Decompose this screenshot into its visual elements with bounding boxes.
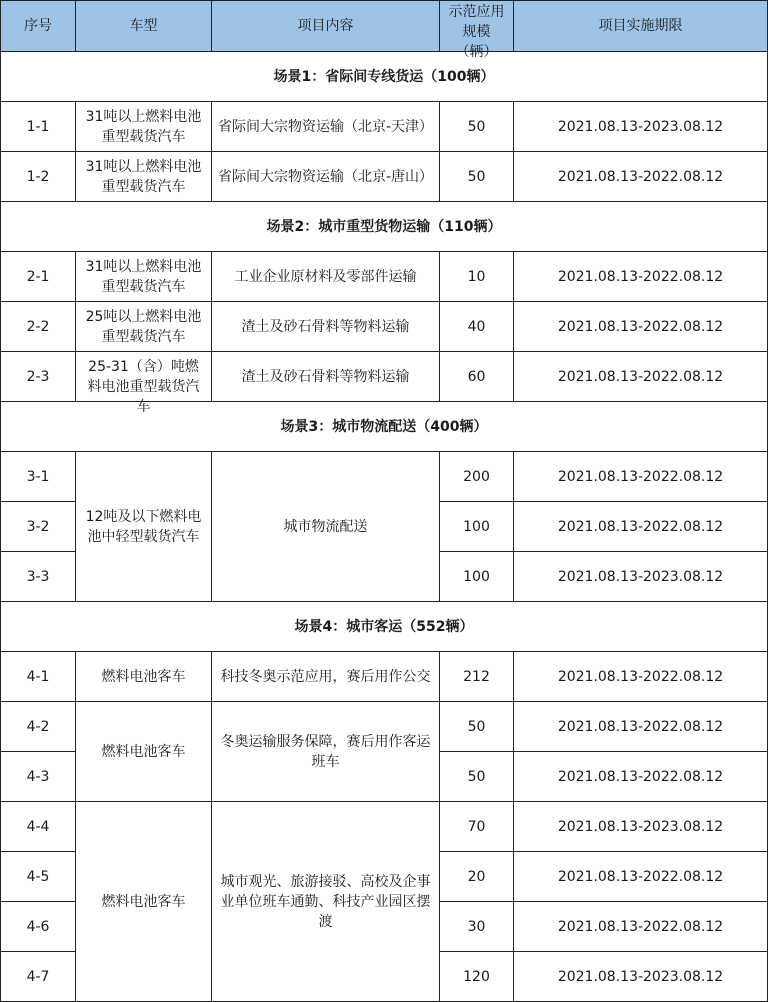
- row-model: 31吨以上燃料电池重型载货汽车: [76, 102, 212, 152]
- row-no: 2-2: [1, 302, 76, 352]
- row-period: 2021.08.13-2023.08.12: [514, 552, 768, 602]
- row-scale: 120: [440, 952, 514, 1002]
- row-scale: 50: [440, 702, 514, 752]
- row-period: 2021.08.13-2022.08.12: [514, 502, 768, 552]
- row-content: 城市物流配送: [212, 452, 440, 602]
- row-content: 渣土及砂石骨料等物料运输: [212, 352, 440, 402]
- row-scale: 60: [440, 352, 514, 402]
- row-scale: 100: [440, 552, 514, 602]
- row-content: 工业企业原材料及零部件运输: [212, 252, 440, 302]
- row-scale: 50: [440, 102, 514, 152]
- row-content: 省际间大宗物资运输（北京-唐山）: [212, 152, 440, 202]
- table-row: [1, 352, 768, 402]
- row-no: 4-1: [1, 652, 76, 702]
- row-model: 12吨及以下燃料电池中轻型载货汽车: [76, 452, 212, 602]
- row-no: 1-1: [1, 102, 76, 152]
- table-row: [1, 302, 768, 352]
- row-period: 2021.08.13-2022.08.12: [514, 352, 768, 402]
- row-scale: 200: [440, 452, 514, 502]
- row-scale: 30: [440, 902, 514, 952]
- row-no: 3-3: [1, 552, 76, 602]
- row-model: 燃料电池客车: [76, 702, 212, 802]
- row-no: 4-3: [1, 752, 76, 802]
- row-model: 25-31（含）吨燃料电池重型载货汽车: [87, 358, 200, 415]
- header-scale: [440, 1, 514, 60]
- row-period: 2021.08.13-2023.08.12: [514, 952, 768, 1002]
- row-model: 燃料电池客车: [76, 652, 212, 702]
- row-content: 省际间大宗物资运输（北京-天津）: [212, 102, 440, 152]
- row-content: 渣土及砂石骨料等物料运输: [212, 302, 440, 352]
- row-period: 2021.08.13-2023.08.12: [514, 802, 768, 852]
- scene-row: [1, 602, 768, 652]
- scene-row: [1, 402, 768, 452]
- table-row: [1, 252, 768, 302]
- row-no: 3-1: [1, 452, 76, 502]
- table-row: [1, 702, 768, 752]
- row-scale: 100: [440, 502, 514, 552]
- row-model-cell: [76, 352, 212, 415]
- row-scale: 40: [440, 302, 514, 352]
- row-no: 4-5: [1, 852, 76, 902]
- row-period: 2021.08.13-2022.08.12: [514, 752, 768, 802]
- row-scale: 50: [440, 152, 514, 202]
- row-model: 31吨以上燃料电池重型载货汽车: [76, 252, 212, 302]
- scene-title: 场景3：城市物流配送（400辆）: [1, 402, 768, 452]
- row-no: 2-1: [1, 252, 76, 302]
- row-no: 4-7: [1, 952, 76, 1002]
- scene-row: [1, 202, 768, 252]
- row-period: 2021.08.13-2022.08.12: [514, 452, 768, 502]
- row-period: 2021.08.13-2022.08.12: [514, 252, 768, 302]
- row-period: 2021.08.13-2022.08.12: [514, 902, 768, 952]
- scene-title: 场景4：城市客运（552辆）: [1, 602, 768, 652]
- row-scale: 20: [440, 852, 514, 902]
- row-scale: 10: [440, 252, 514, 302]
- row-scale: 212: [440, 652, 514, 702]
- row-model: 31吨以上燃料电池重型载货汽车: [76, 152, 212, 202]
- row-period: 2021.08.13-2022.08.12: [514, 302, 768, 352]
- table-row: [1, 102, 768, 152]
- row-period: 2021.08.13-2022.08.12: [514, 652, 768, 702]
- row-no: 4-4: [1, 802, 76, 852]
- row-scale: 50: [440, 752, 514, 802]
- table-row: [1, 652, 768, 702]
- row-content: 冬奥运输服务保障，赛后用作客运班车: [212, 702, 440, 802]
- table-row: [1, 152, 768, 202]
- scene-row: [1, 52, 768, 102]
- row-no: 2-3: [1, 352, 76, 402]
- header-content: 项目内容: [212, 1, 440, 52]
- row-no: 4-6: [1, 902, 76, 952]
- row-scale: 70: [440, 802, 514, 852]
- row-no: 3-2: [1, 502, 76, 552]
- row-period: 2021.08.13-2022.08.12: [514, 852, 768, 902]
- header-period: 项目实施期限: [514, 1, 768, 52]
- row-period: 2021.08.13-2023.08.12: [514, 102, 768, 152]
- header-model: 车型: [76, 1, 212, 52]
- row-content: 城市观光、旅游接驳、高校及企事业单位班车通勤、科技产业园区摆渡: [212, 802, 440, 1002]
- row-no: 1-2: [1, 152, 76, 202]
- scene-title: 场景2：城市重型货物运输（110辆）: [1, 202, 768, 252]
- row-content: 科技冬奥示范应用，赛后用作公交: [212, 652, 440, 702]
- header-scale-text: 示范应用规模（辆）: [448, 4, 505, 60]
- header-row: [1, 1, 768, 52]
- row-no: 4-2: [1, 702, 76, 752]
- row-period: 2021.08.13-2022.08.12: [514, 152, 768, 202]
- table-row: [1, 452, 768, 502]
- header-no: 序号: [1, 1, 76, 52]
- row-model: 25吨以上燃料电池重型载货汽车: [76, 302, 212, 352]
- scene-title: 场景1：省际间专线货运（100辆）: [1, 52, 768, 102]
- table-row: [1, 802, 768, 852]
- row-model: 燃料电池客车: [76, 802, 212, 1002]
- row-period: 2021.08.13-2022.08.12: [514, 702, 768, 752]
